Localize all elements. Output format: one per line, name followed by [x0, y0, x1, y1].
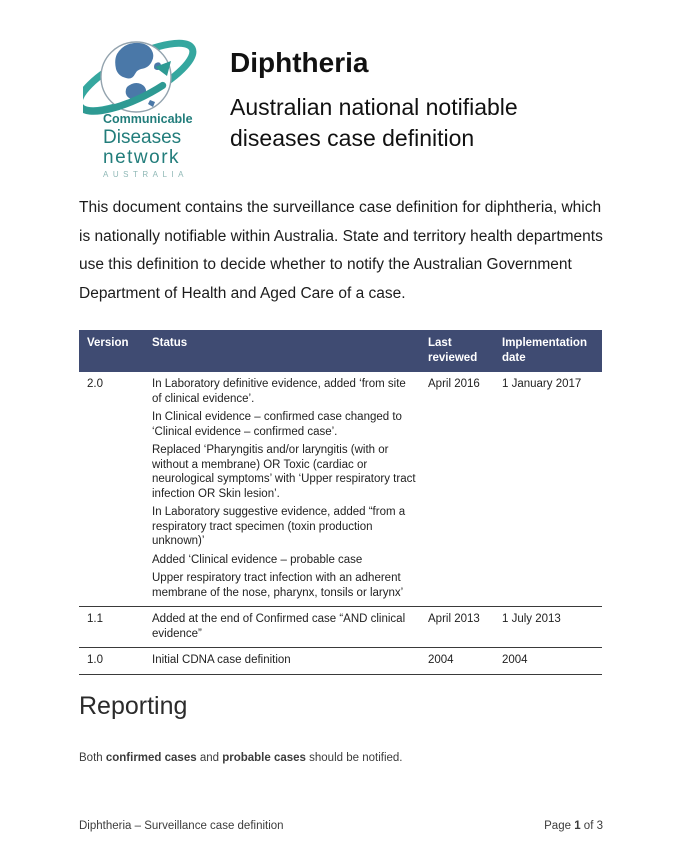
- notify-statement: [79, 752, 402, 764]
- footer-page-suffix: of 3: [580, 820, 603, 832]
- status-cell: [144, 648, 420, 675]
- implementation-date-cell: 2004: [494, 648, 602, 675]
- table-row-v1-0: [79, 648, 602, 675]
- notify-bold-probable: probable cases: [222, 752, 306, 764]
- page-title: Diphtheria: [230, 47, 369, 78]
- version-history-table: [79, 330, 602, 675]
- title-block: [230, 47, 565, 154]
- logo-text-diseases: Diseases: [103, 126, 182, 148]
- logo-text-australia: AUSTRALIA: [103, 169, 188, 179]
- implementation-date-cell: 1 July 2013: [494, 607, 602, 648]
- status-paragraph: Upper respiratory tract infection with an adherent membrane of the nose, pharynx, tonsils or larynx’: [152, 572, 404, 599]
- status-paragraph: In Laboratory suggestive evidence, added “from a respiratory tract specimen (toxin production unknown)’: [152, 506, 406, 547]
- logo-text-network: network: [103, 146, 181, 168]
- logo-wordmark: [103, 113, 193, 179]
- last-reviewed-cell: April 2013: [420, 607, 494, 648]
- reporting-heading: Reporting: [79, 692, 188, 720]
- cdna-logo: [83, 25, 213, 179]
- last-reviewed-cell: 2004: [420, 648, 494, 675]
- version-cell: 2.0: [79, 372, 144, 607]
- status-paragraph: Added ‘Clinical evidence – probable case: [152, 553, 363, 566]
- footer-page-number: 1: [574, 820, 581, 832]
- version-cell: 1.1: [79, 607, 144, 648]
- footer-page-prefix: Page: [544, 820, 575, 832]
- status-cell: [144, 372, 420, 607]
- intro-paragraph: This document contains the surveillance case definition for diphtheria, which is nationally notifiable within Australia. State and territory health departments use this definition to decide whether to notify the Australian Government Department of Health and Aged Care of a case.: [79, 199, 603, 302]
- notify-text: should be notified.: [305, 752, 403, 764]
- footer-page-indicator: [544, 820, 603, 832]
- table-header-row: [79, 330, 602, 372]
- status-cell: [144, 607, 420, 648]
- status-paragraph: Replaced ‘Pharyngitis and/or laryngitis (with or without a membrane) OR Toxic (cardiac or neurological symptoms’ with ‘Upper respiratory tract infection OR Skin lesion’.: [152, 444, 416, 500]
- page-footer: [79, 820, 603, 832]
- notify-text: Both: [79, 752, 106, 764]
- notify-bold-confirmed: confirmed cases: [105, 752, 197, 764]
- col-header-last-reviewed: Last reviewed: [420, 330, 494, 372]
- table-row-v1-1: [79, 607, 602, 648]
- status-paragraph: In Clinical evidence – confirmed case changed to ‘Clinical evidence – confirmed case’.: [152, 411, 402, 438]
- last-reviewed-cell: April 2016: [420, 372, 494, 607]
- logo-text-communicable: Communicable: [103, 112, 193, 126]
- table-row-v2-0: [79, 372, 602, 607]
- status-paragraph: Added at the end of Confirmed case “AND clinical evidence”: [152, 613, 406, 640]
- implementation-date-cell: 1 January 2017: [494, 372, 602, 607]
- footer-document-title: Diphtheria – Surveillance case definition: [79, 820, 284, 832]
- col-header-implementation-date: Implementation date: [494, 330, 602, 372]
- page-subtitle: Australian national notifiable diseases case definition: [230, 94, 518, 151]
- col-header-status: Status: [144, 330, 420, 372]
- status-paragraph: In Laboratory definitive evidence, added ‘from site of clinical evidence’.: [152, 378, 406, 405]
- globe-swoosh-icon: [83, 25, 213, 117]
- status-paragraph: Initial CDNA case definition: [152, 654, 291, 666]
- version-cell: 1.0: [79, 648, 144, 675]
- notify-text: and: [196, 752, 223, 764]
- col-header-version: Version: [79, 330, 144, 372]
